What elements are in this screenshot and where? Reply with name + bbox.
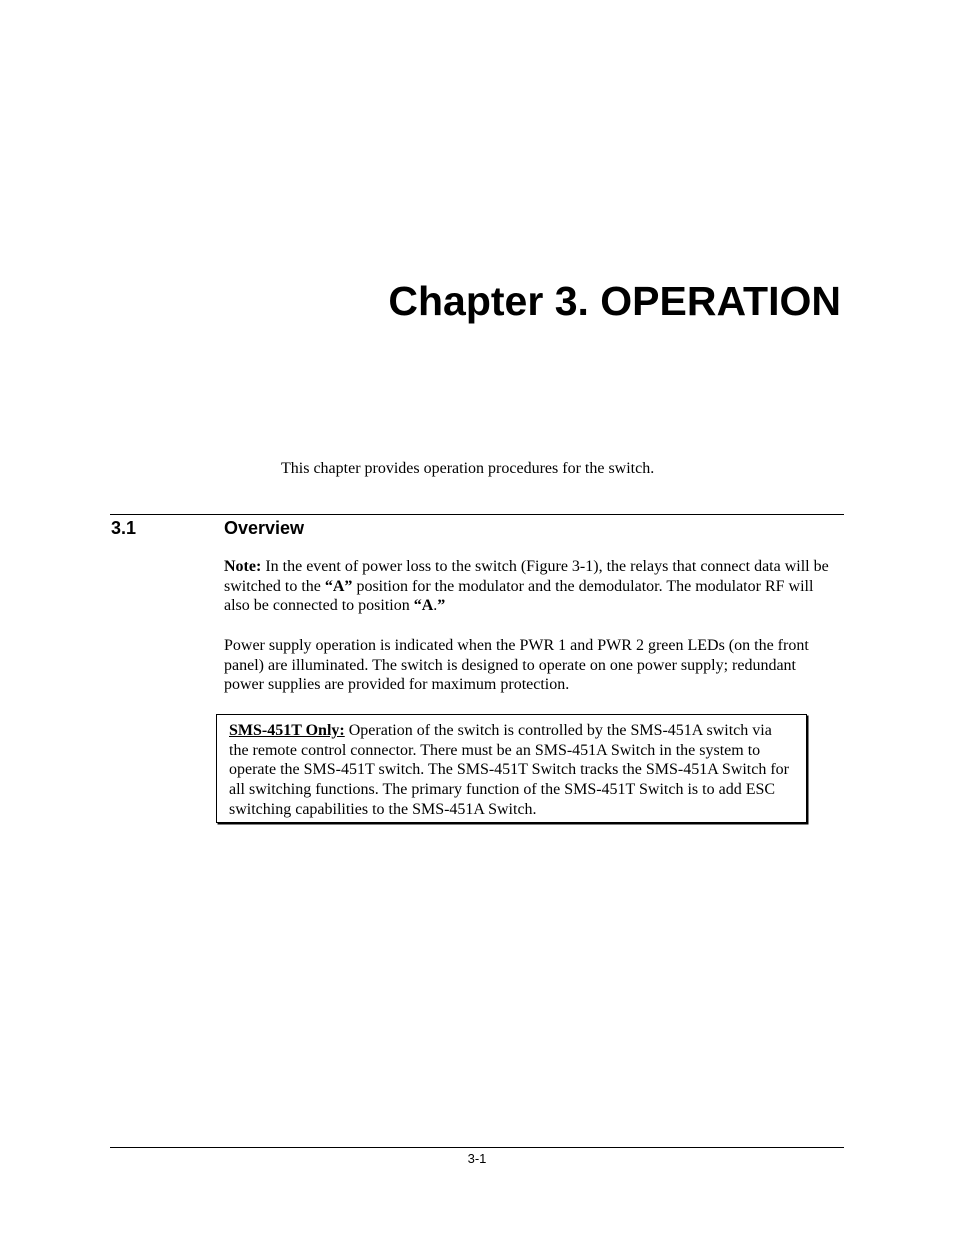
section-heading xyxy=(111,517,304,539)
chapter-intro: This chapter provides operation procedures for the switch. xyxy=(281,460,655,477)
note-position-a: “A” xyxy=(324,577,353,595)
callout-label: SMS-451T Only: xyxy=(229,722,345,739)
footer-divider xyxy=(110,1147,844,1148)
callout-body: Operation of the switch is controlled by the SMS-451A switch via the remote control connector. There must be an SMS-451A Switch in the system to operate the SMS-451T switch. The SMS-451T Switch tracks the SMS-451A Switch for all switching functions. The primary function of the SMS-451T Switch is to add ESC switching capabilities to the SMS-451A Switch. xyxy=(229,722,789,818)
section-number: 3.1 xyxy=(111,518,137,538)
callout-text xyxy=(229,721,794,820)
section-title: Overview xyxy=(224,518,305,538)
section-divider xyxy=(110,514,844,515)
note-text-3: . xyxy=(433,597,438,615)
note-close-quote: ” xyxy=(437,597,446,615)
page-number: 3-1 xyxy=(467,1151,487,1166)
note-label: Note: xyxy=(224,558,262,575)
note-position-a-2: “A xyxy=(413,597,434,615)
chapter-title: Chapter 3. OPERATION xyxy=(388,278,841,324)
note-text-2: position for the modulator and the demodulator. The modulator RF will also be connected to position xyxy=(224,577,814,615)
sms-451t-callout-box xyxy=(216,714,807,823)
note-paragraph xyxy=(224,557,834,616)
power-supply-paragraph: Power supply operation is indicated when the PWR 1 and PWR 2 green LEDs (on the front panel) are illuminated. The switch is designed to operate on one power supply; redundant power supplies are provided for maximum protection. xyxy=(224,637,809,694)
note-text-1: In the event of power loss to the switch (Figure 3-1), the relays that connect data will be switched to the xyxy=(224,558,829,595)
